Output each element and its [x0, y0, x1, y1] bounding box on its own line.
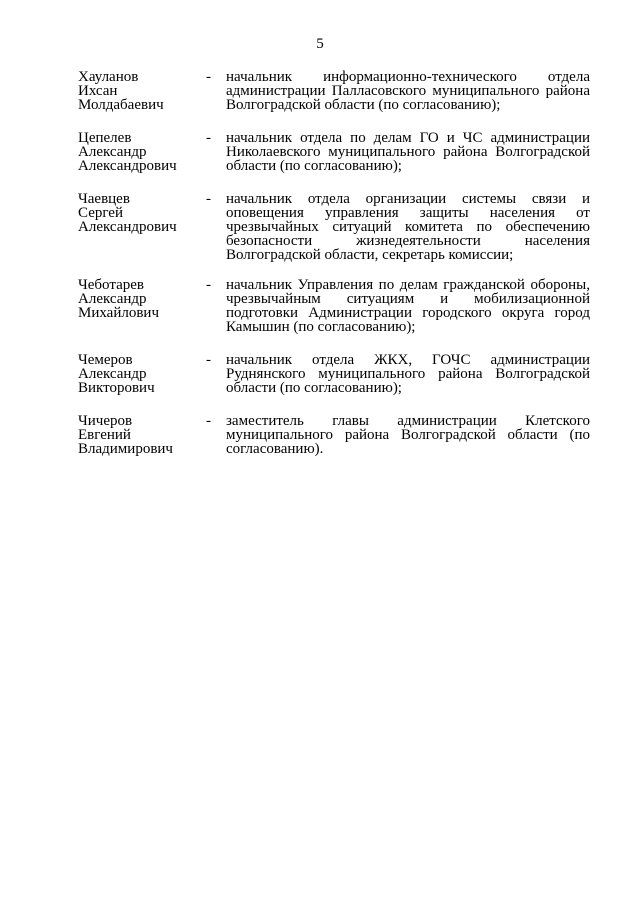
first-name: Ихсан — [78, 83, 118, 99]
dash-separator: - — [206, 277, 211, 293]
list-item — [78, 131, 590, 173]
dash-separator: - — [206, 352, 211, 368]
surname: Хауланов — [78, 69, 139, 85]
member-name — [78, 414, 206, 456]
member-name — [78, 353, 206, 395]
patronymic: Михайлович — [78, 305, 159, 321]
first-name: Александр — [78, 144, 147, 160]
member-name — [78, 278, 206, 320]
patronymic: Владимирович — [78, 441, 173, 457]
dash-separator: - — [206, 191, 211, 207]
member-name — [78, 131, 206, 173]
member-list — [78, 70, 590, 475]
patronymic: Александрович — [78, 158, 177, 174]
surname: Чаевцев — [78, 191, 130, 207]
list-item — [78, 353, 590, 395]
dash-separator: - — [206, 130, 211, 146]
surname: Цепелев — [78, 130, 132, 146]
surname: Чемеров — [78, 352, 133, 368]
patronymic: Молдабаевич — [78, 97, 164, 113]
member-name — [78, 70, 206, 112]
surname: Чеботарев — [78, 277, 144, 293]
first-name: Евгений — [78, 427, 131, 443]
first-name: Александр — [78, 366, 147, 382]
dash-separator: - — [206, 69, 211, 85]
member-name — [78, 192, 206, 234]
list-item — [78, 192, 590, 262]
member-position: начальник информационно-технического отдела администрации Палласовского муниципального района Волгоградской области (по согласованию); — [226, 69, 590, 113]
member-position: начальник отдела по делам ГО и ЧС администрации Николаевского муниципального района Волгоградской области (по согласованию); — [226, 130, 590, 174]
dash-separator: - — [206, 413, 211, 429]
member-position: заместитель главы администрации Клетского муниципального района Волгоградской области (по согласованию). — [226, 413, 590, 457]
patronymic: Александрович — [78, 219, 177, 235]
surname: Чичеров — [78, 413, 133, 429]
page-number: 5 — [316, 36, 324, 52]
list-item — [78, 70, 590, 112]
first-name: Александр — [78, 291, 147, 307]
first-name: Сергей — [78, 205, 123, 221]
member-position: начальник отдела организации системы связи и оповещения управления защиты населения от чрезвычайных ситуаций комитета по обеспечению безопасности жизнедеятельности населения Волгоградской области, секретарь комиссии; — [226, 191, 590, 263]
list-item — [78, 414, 590, 456]
member-position: начальник Управления по делам гражданской обороны, чрезвычайным ситуациям и мобилизационной подготовки Администрации городского округа город Камышин (по согласованию); — [226, 277, 590, 335]
list-item — [78, 278, 590, 334]
member-position: начальник отдела ЖКХ, ГОЧС администрации Руднянского муниципального района Волгоградской области (по согласованию); — [226, 352, 590, 396]
patronymic: Викторович — [78, 380, 155, 396]
